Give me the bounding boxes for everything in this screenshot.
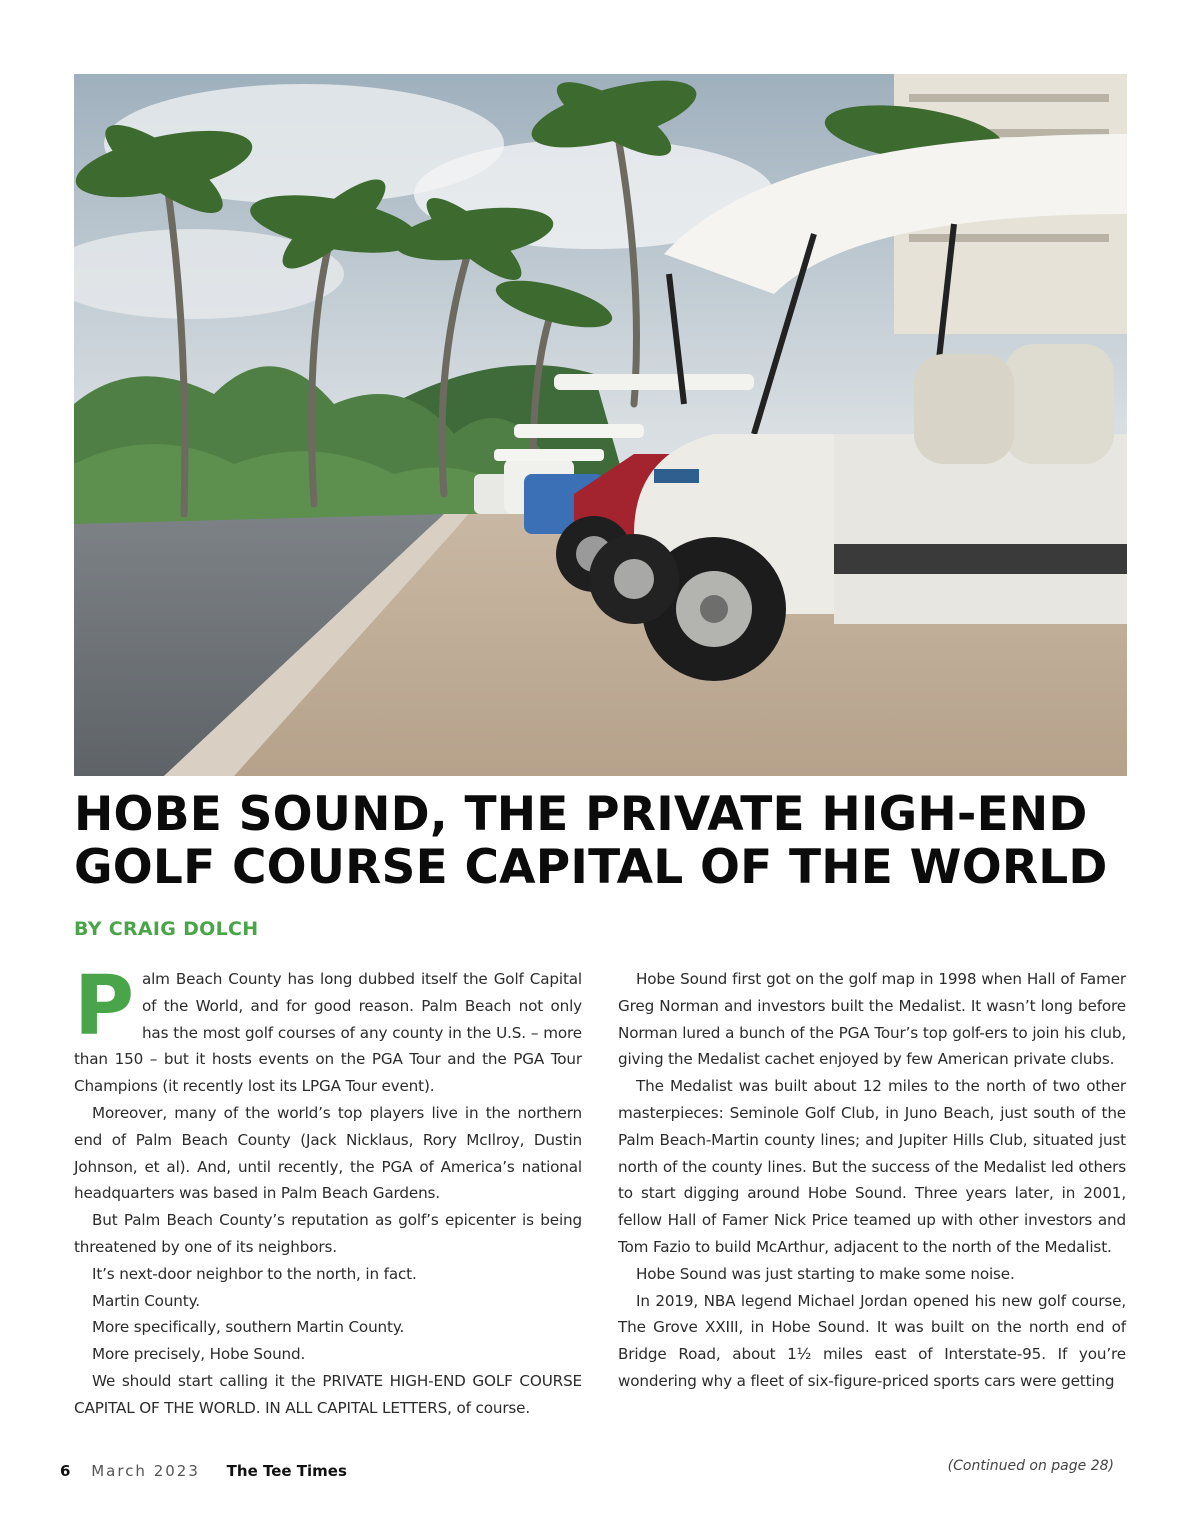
paragraph: Moreover, many of the world’s top players live in the northern end of Palm Beach County (Jack Nicklaus, Rory McIlroy, Dustin Johnson, et al). And, until recently, the PGA of America’s national headquarters was based in Palm Beach Gardens. — [74, 1103, 582, 1203]
article-column-left — [74, 959, 582, 1422]
issue-date: March 2023 — [91, 1462, 200, 1480]
headline-line-2: GOLF COURSE CAPITAL OF THE WORLD — [74, 840, 1108, 895]
article-column-right — [618, 966, 1126, 1395]
paragraph: The Medalist was built about 12 miles to the north of two other masterpieces: Seminole Golf Club, in Juno Beach, just south of the Palm Beach-Martin county lines; and Jupiter Hills Club, situated just north of the county lines. But the success of the Medalist led others to start digging around Hobe Sound. Three years later, in 2001, fellow Hall of Famer Nick Price teamed up with other investors and Tom Fazio to build McArthur, adjacent to the north of the Medalist. — [618, 1077, 1126, 1256]
page-number: 6 — [60, 1462, 71, 1480]
paragraph: Martin County. — [92, 1291, 200, 1310]
drop-cap: P — [74, 959, 134, 1054]
paragraph — [74, 959, 582, 1100]
article-headline — [74, 788, 1134, 894]
paragraph: More precisely, Hobe Sound. — [92, 1345, 306, 1364]
byline: BY CRAIG DOLCH — [74, 918, 259, 940]
paragraph: Hobe Sound first got on the golf map in 1998 when Hall of Famer Greg Norman and investors built the Medalist. It wasn’t long before Norman lured a bunch of the PGA Tour’s top golf-ers to join his club, giving the Medalist cachet enjoyed by few American private clubs. — [618, 970, 1126, 1069]
paragraph: In 2019, NBA legend Michael Jordan opened his new golf course, The Grove XXIII, in Hobe Sound. It was built on the north end of Bridge Road, about 1½ miles east of Interstate-95. If you’re wondering why a fleet of six-figure-priced sports cars were getting — [618, 1291, 1126, 1390]
publication-name: The Tee Times — [226, 1462, 347, 1480]
paragraph-text: alm Beach County has long dubbed itself the Golf Capital of the World, and for good reason. Palm Beach not only has the most golf courses of any county in the U.S. – more than 150 – but it hosts events on the PGA Tour and the PGA Tour Champions (it recently lost its LPGA Tour event). — [74, 970, 582, 1096]
continued-note: (Continued on page 28) — [947, 1458, 1114, 1474]
headline-line-1: HOBE SOUND, THE PRIVATE HIGH-END — [74, 787, 1088, 842]
page-footer — [60, 1462, 347, 1480]
paragraph: Hobe Sound was just starting to make some noise. — [636, 1264, 1015, 1283]
paragraph: More specifically, southern Martin County. — [92, 1318, 405, 1337]
hero-photo-golf-carts — [74, 74, 1127, 776]
paragraph: It’s next-door neighbor to the north, in fact. — [92, 1264, 417, 1283]
paragraph: But Palm Beach County’s reputation as golf’s epicenter is being threatened by one of its neighbors. — [74, 1211, 582, 1256]
paragraph: We should start calling it the PRIVATE HIGH-END GOLF COURSE CAPITAL OF THE WORLD. IN ALL CAPITAL LETTERS, of course. — [74, 1371, 582, 1417]
